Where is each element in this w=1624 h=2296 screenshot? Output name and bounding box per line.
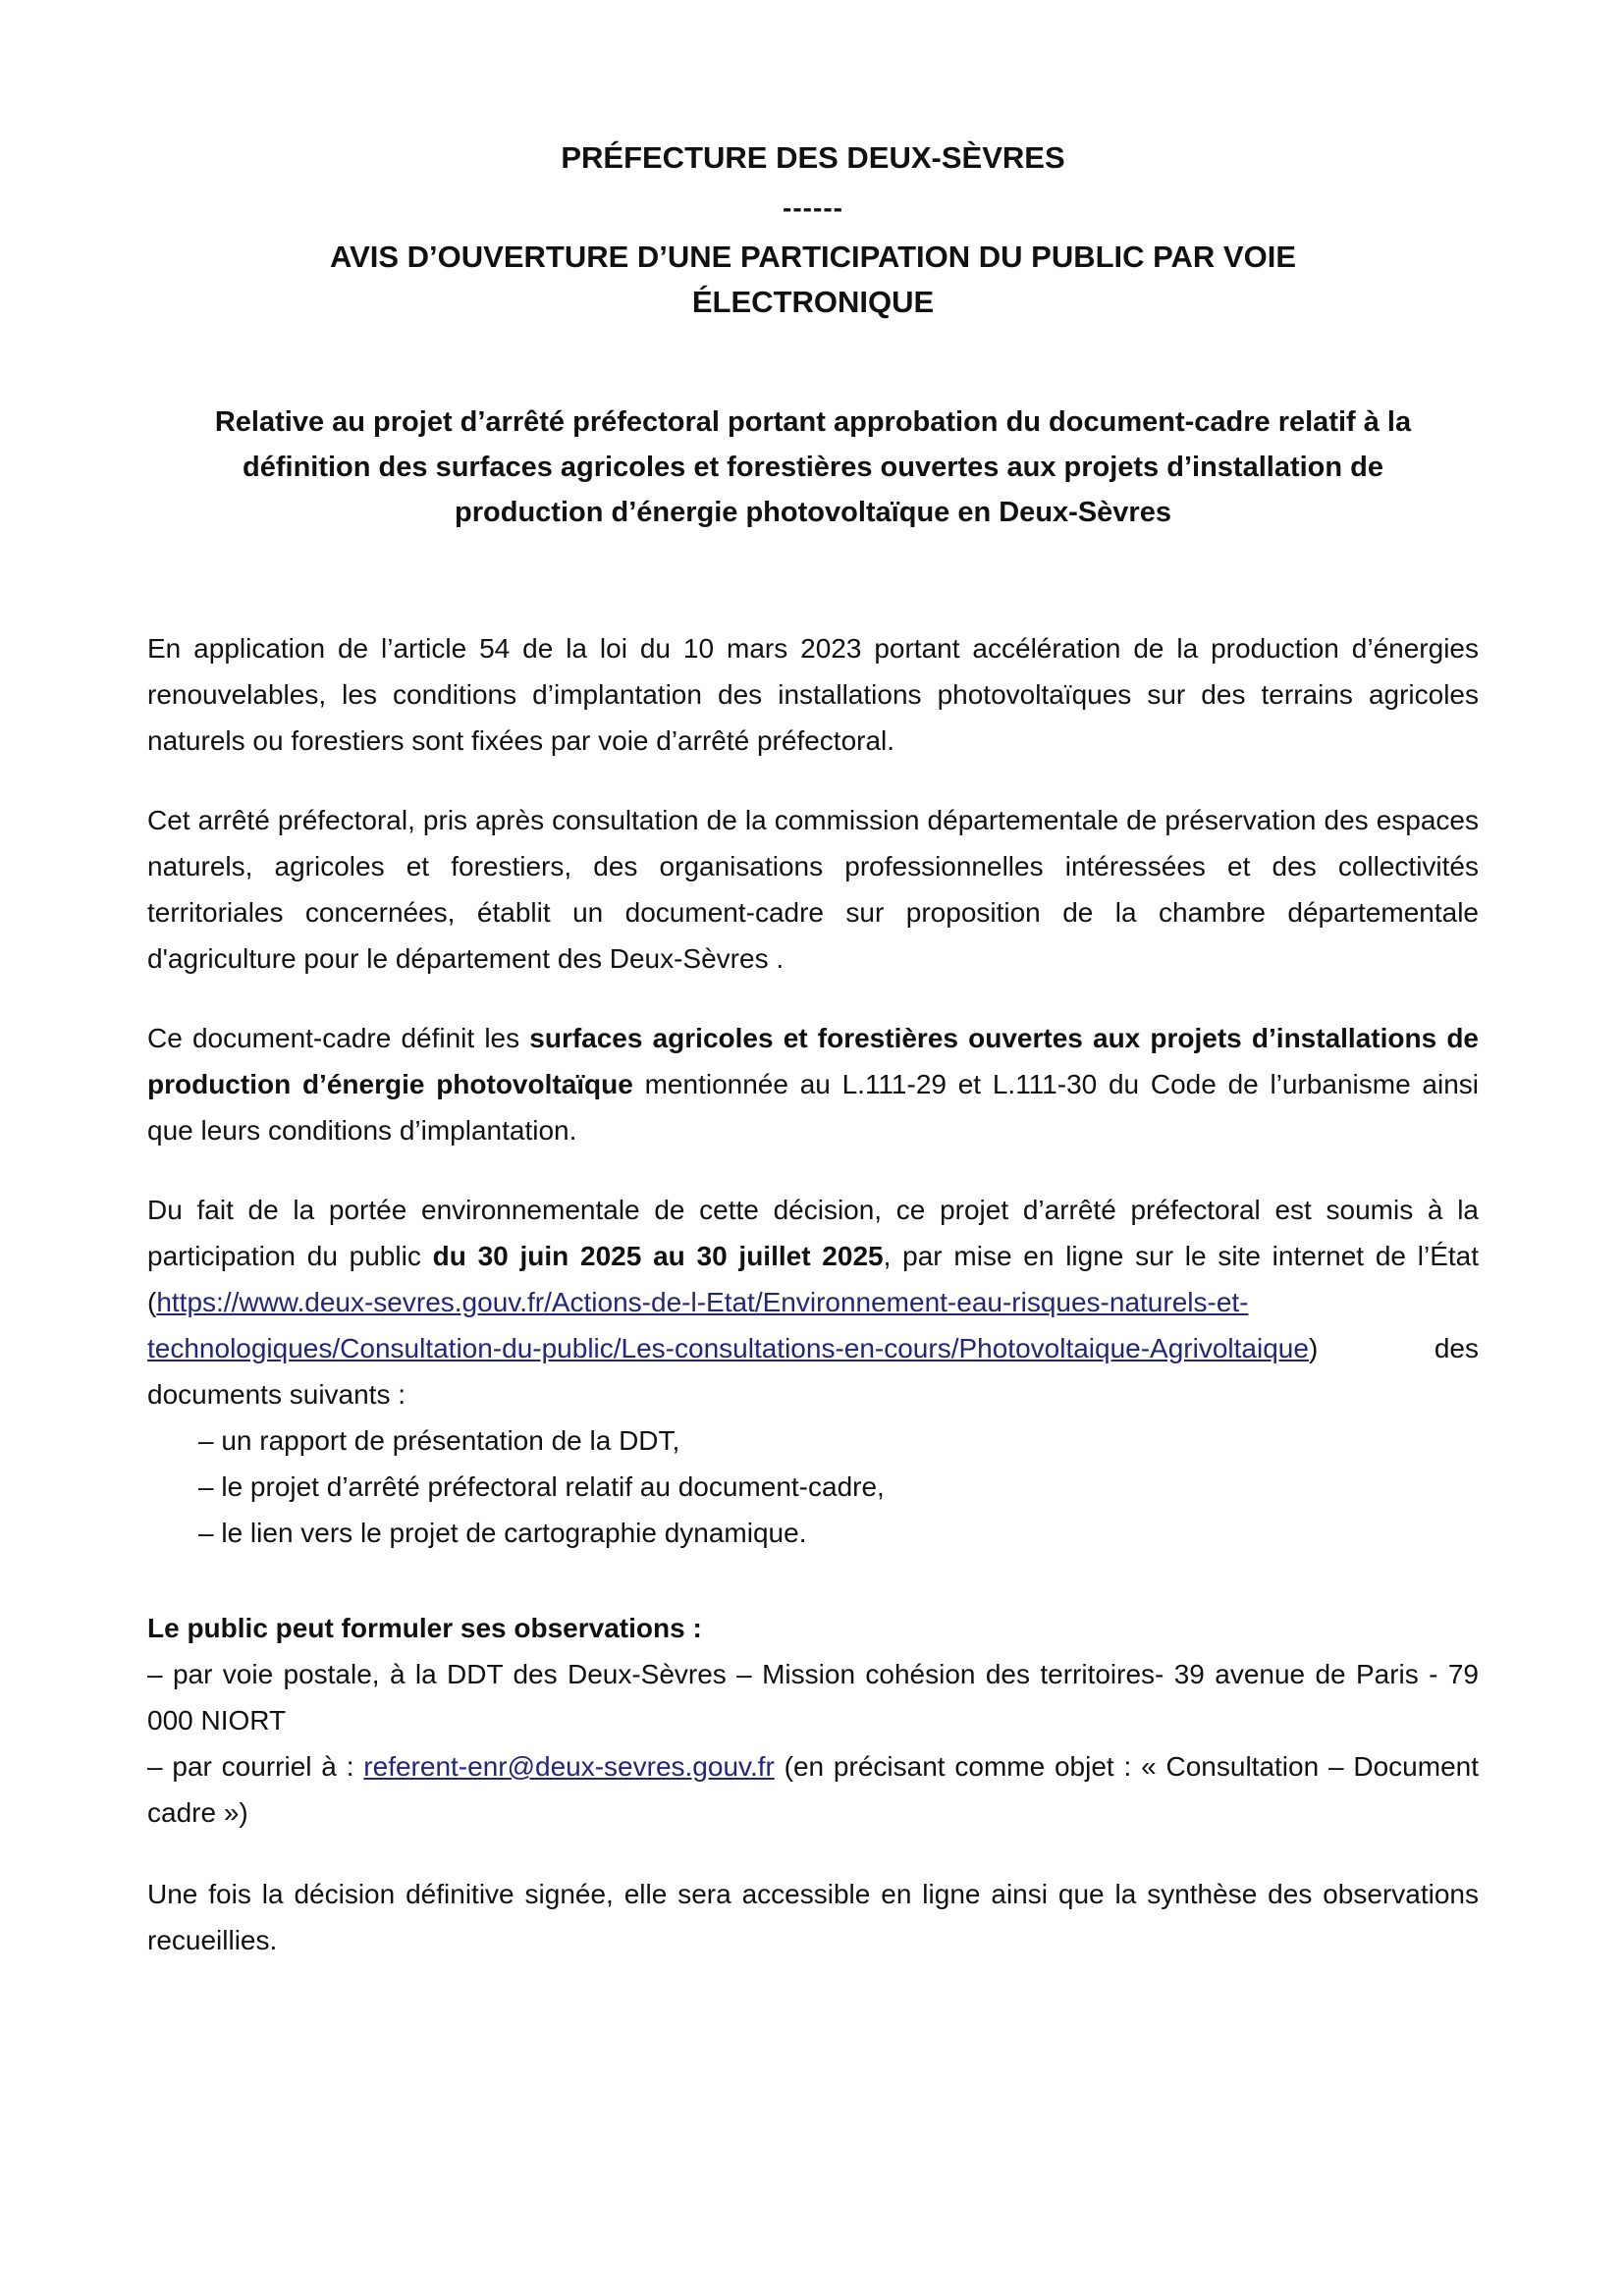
- paragraph-consultation-text: Cet arrêté préfectoral, pris après consultation de la commission départementale de préservation des espaces naturels, agricoles et forestiers, des organisations professionnelles intéressées et des collectivités territoriales concernées, établit un document-cadre sur proposition de la chambre départementale d'agriculture pour le département des Deux-Sèvres .: [147, 805, 1479, 974]
- observations-email: [147, 1743, 1479, 1836]
- participation-mid: , par mise en ligne sur le site internet de l’État (: [147, 1241, 1479, 1317]
- prefecture-title: PRÉFECTURE DES DEUX-SÈVRES: [561, 140, 1065, 175]
- email-link[interactable]: referent-enr@deux-sevres.gouv.fr: [363, 1751, 775, 1782]
- list-item-cartographie: – le lien vers le projet de cartographie dynamique.: [198, 1518, 807, 1548]
- participation-dates-bold: du 30 juin 2025 au 30 juillet 2025: [432, 1241, 884, 1271]
- participation-start: Du fait de la portée environnementale de cette décision, ce projet d’arrêté préfectoral est soumis à la participation du public: [147, 1195, 1479, 1271]
- definition-end: mentionnée au L.111-29 et L.111-30 du Code de l’urbanisme ainsi que leurs conditions d’implantation.: [147, 1069, 1479, 1146]
- observations-postal: – par voie postale, à la DDT des Deux-Sèvres – Mission cohésion des territoires- 39 avenue de Paris - 79 000 NIORT: [147, 1659, 1479, 1735]
- divider-dashes: ------: [783, 192, 843, 223]
- paragraph-definition: [147, 1015, 1479, 1153]
- paragraph-closing: Une fois la décision définitive signée, elle sera accessible en ligne ainsi que la synthèse des observations recueillies.: [147, 1879, 1479, 1955]
- notice-title: AVIS D’OUVERTURE D’UNE PARTICIPATION DU PUBLIC PAR VOIE ÉLECTRONIQUE: [329, 240, 1297, 319]
- definition-start: Ce document-cadre définit les: [147, 1023, 530, 1053]
- email-prefix: – par courriel à :: [147, 1751, 364, 1782]
- list-item-projet-arrete: – le projet d’arrêté préfectoral relatif au document-cadre,: [198, 1471, 885, 1502]
- paragraph-application-loi: En application de l’article 54 de la loi du 10 mars 2023 portant accélération de la production d’énergies renouvelables, les conditions d’implantation des installations photovoltaïques sur des terrains agricoles naturels ou forestiers sont fixées par voie d’arrêté préfectoral.: [147, 633, 1479, 756]
- document-subtitle: Relative au projet d’arrêté préfectoral portant approbation du document-cadre relatif à la définition des surfaces agricoles et forestières ouvertes aux projets d’installation de production d’énergie photovoltaïque en Deux-Sèvres: [214, 406, 1412, 528]
- paragraph-participation: [147, 1187, 1479, 1417]
- paragraph-consultation-commission: [147, 797, 1479, 982]
- participation-end: ) des documents suivants :: [147, 1333, 1479, 1410]
- email-suffix: (en précisant comme objet : « Consultation – Document cadre »): [147, 1751, 1479, 1828]
- observations-section: [147, 1605, 1479, 1836]
- list-item-rapport: – un rapport de présentation de la DDT,: [198, 1425, 680, 1456]
- consultation-url-link[interactable]: https://www.deux-sevres.gouv.fr/Actions-de-l-Etat/Environnement-eau-risques-naturels-et-technologiques/Consultation-du-public/Les-consultations-en-cours/Photovoltaique-Agrivoltaique: [147, 1287, 1309, 1363]
- observations-heading: Le public peut formuler ses observations :: [147, 1613, 702, 1643]
- documents-list: [147, 1417, 1479, 1556]
- document-body: [147, 625, 1479, 1963]
- definition-bold-surfaces: surfaces agricoles et forestières ouvertes aux projets d’installations de production d’énergie photovoltaïque: [147, 1023, 1479, 1099]
